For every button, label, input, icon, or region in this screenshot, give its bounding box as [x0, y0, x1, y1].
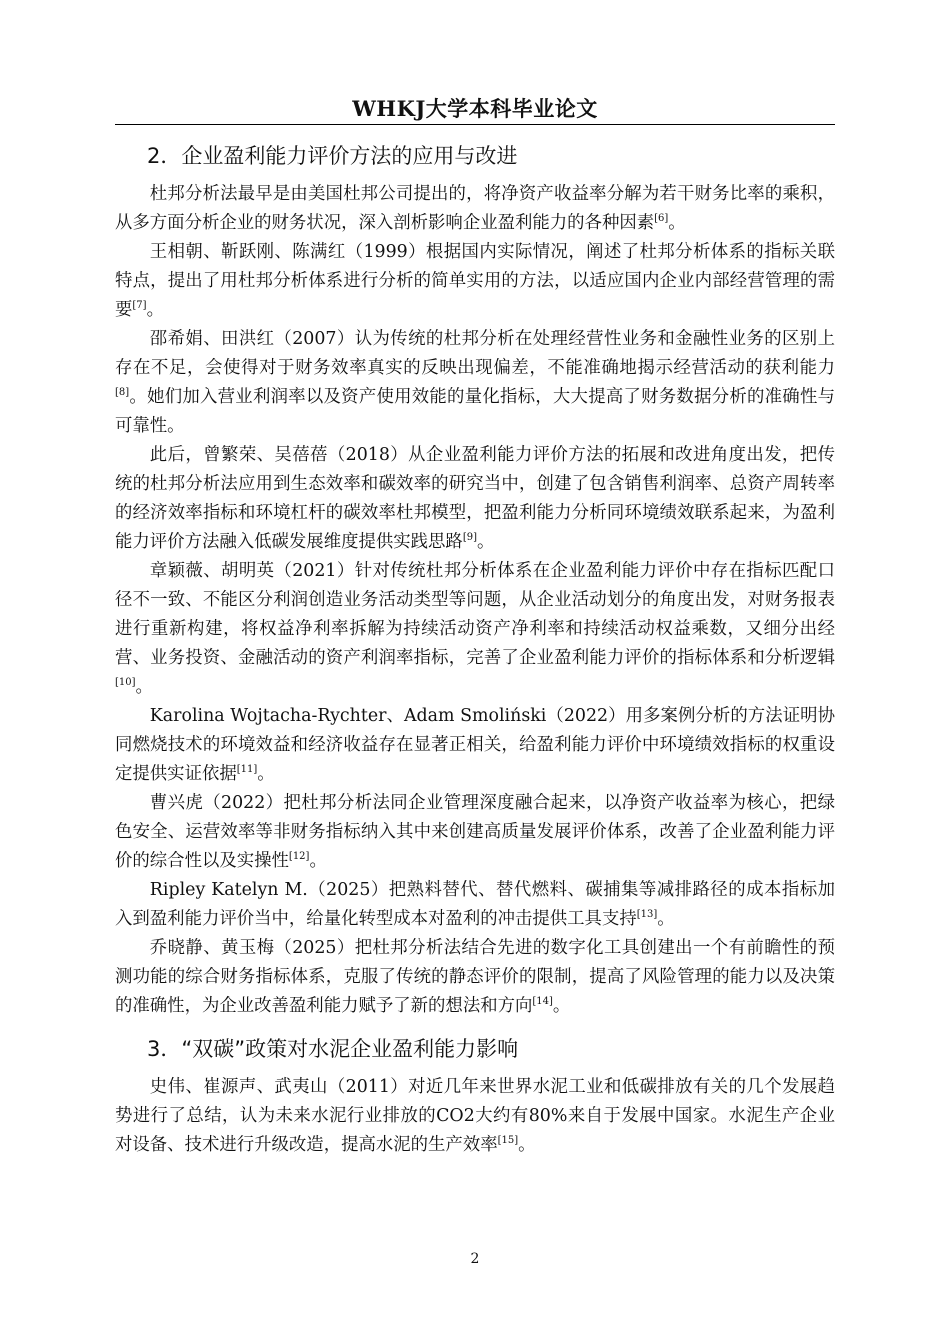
header-divider [115, 124, 835, 125]
page-body [115, 140, 835, 1160]
citation: [8] [115, 387, 130, 399]
citation: [6] [654, 213, 669, 225]
paragraph: 乔晓静、黄玉梅（2025）把杜邦分析法结合先进的数字化工具创建出一个有前瞻性的预测功能的综合财务指标体系，克服了传统的静态评价的限制，提高了风险管理的能力以及决策的准确性，为企业改善盈利能力赋予了新的想法和方向[14]。 [115, 938, 835, 1016]
paragraph: 杜邦分析法最早是由美国杜邦公司提出的，将净资产收益率分解为若干财务比率的乘积，从多方面分析企业的财务状况，深入剖析影响企业盈利能力的各种因素[6]。 [115, 184, 835, 233]
citation: [11] [236, 764, 258, 776]
paragraph: 曹兴虎（2022）把杜邦分析法同企业管理深度融合起来，以净资产收益率为核心，把绿色安全、运营效率等非财务指标纳入其中来创建高质量发展评价体系，改善了企业盈利能力评价的综合性以及实操性[12]。 [115, 793, 835, 871]
citation: [9] [462, 532, 477, 544]
section-heading: 2．企业盈利能力评价方法的应用与改进 [147, 144, 518, 168]
citation: [15] [497, 1135, 519, 1147]
citation: [7] [132, 300, 147, 312]
citation: [12] [288, 851, 310, 863]
citation: [13] [636, 909, 658, 921]
paragraph: 邵希娟、田洪红（2007）认为传统的杜邦分析在处理经营性业务和金融性业务的区别上存在不足，会使得对于财务效率真实的反映出现偏差，不能准确地揭示经营活动的获利能力[8]。她们加入营业利润率以及资产使用效能的量化指标，大大提高了财务数据分析的准确性与可靠性。 [115, 329, 835, 436]
paragraph: 章颖薇、胡明英（2021）针对传统杜邦分析体系在企业盈利能力评价中存在指标匹配口径不一致、不能区分利润创造业务活动类型等问题，从企业活动划分的角度出发，对财务报表进行重新构建，将权益净利率拆解为持续活动资产净利率和持续活动权益乘数，又细分出经营、业务投资、金融活动的资产利润率指标，完善了企业盈利能力评价的指标体系和分析逻辑[10]。 [115, 561, 835, 697]
section-heading: 3．“双碳”政策对水泥企业盈利能力影响 [147, 1037, 519, 1061]
paragraph: 此后，曾繁荣、吴蓓蓓（2018）从企业盈利能力评价方法的拓展和改进角度出发，把传统的杜邦分析法应用到生态效率和碳效率的研究当中，创建了包含销售利润率、总资产周转率的经济效率指标和环境杠杆的碳效率杜邦模型，把盈利能力分析同环境绩效联系起来，为盈利能力评价方法融入低碳发展维度提供实践思路[9]。 [115, 445, 835, 552]
citation: [14] [532, 996, 553, 1008]
paragraph: 王相朝、靳跃刚、陈满红（1999）根据国内实际情况，阐述了杜邦分析体系的指标关联特点，提出了用杜邦分析体系进行分析的简单实用的方法，以适应国内企业内部经营管理的需要[7]。 [115, 242, 835, 320]
page-number: 2 [470, 1251, 480, 1267]
paragraph: Ripley Katelyn M.（2025）把熟料替代、替代燃料、碳捕集等减排路径的成本指标加入到盈利能力评价当中，给量化转型成本对盈利的冲击提供工具支持[13]。 [115, 880, 835, 929]
page-header-title: WHKJ大学本科毕业论文 [352, 96, 598, 121]
citation: [10] [115, 677, 136, 689]
paragraph: 史伟、崔源声、武夷山（2011）对近几年来世界水泥工业和低碳排放有关的几个发展趋势进行了总结，认为未来水泥行业排放的CO2大约有80%来自于发展中国家。水泥生产企业对设备、技术进行升级改造，提高水泥的生产效率[15]。 [115, 1077, 835, 1155]
paragraph: Karolina Wojtacha-Rychter、Adam Smoliński（2022）用多案例分析的方法证明协同燃烧技术的环境效益和经济收益存在显著正相关，给盈利能力评价中环境绩效指标的权重设定提供实证依据[11]。 [115, 706, 835, 784]
